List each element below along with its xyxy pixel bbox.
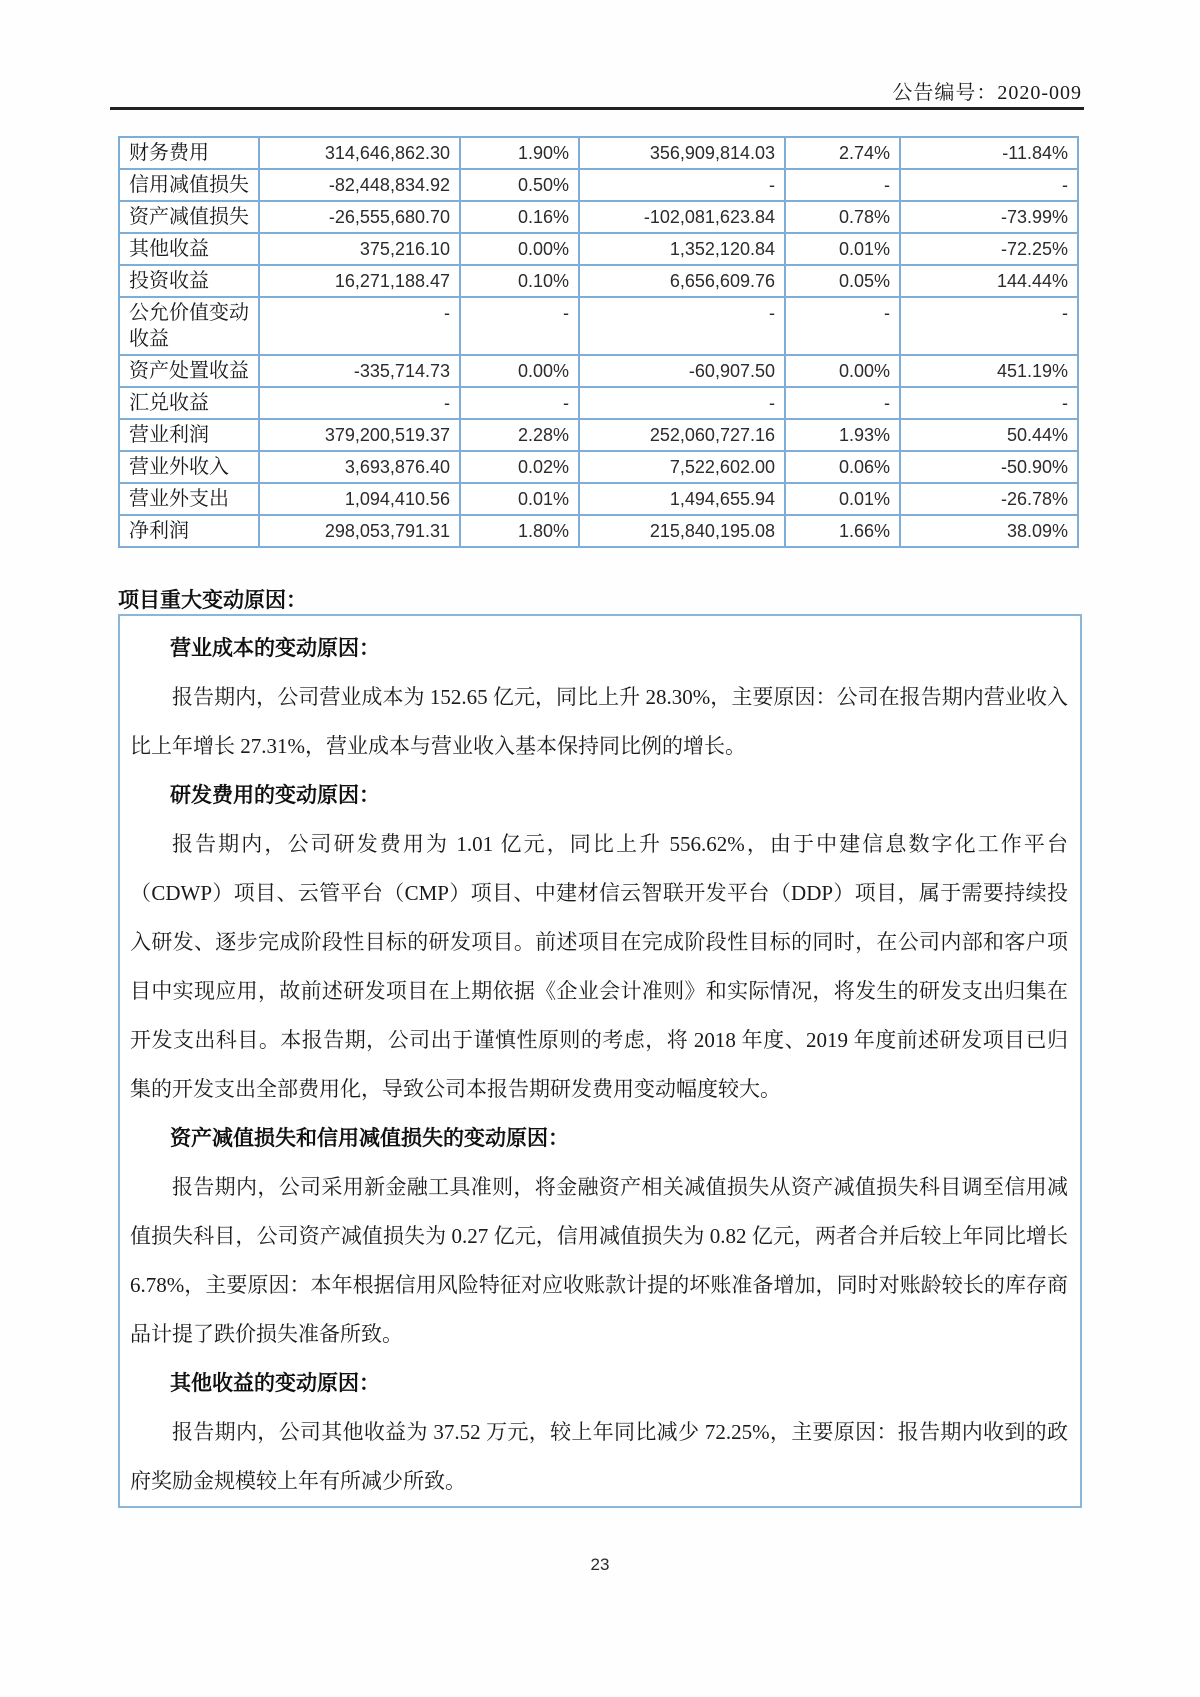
table-row [119, 201, 1078, 233]
cell-pct-prior: 2.74% [785, 137, 900, 169]
cell-amount-current: 1,094,410.56 [259, 483, 460, 515]
cell-change-pct: - [900, 387, 1078, 419]
section-body-rd-expense: 报告期内，公司研发费用为 1.01 亿元，同比上升 556.62%，由于中建信息数字化工作平台（CDWP）项目、云管平台（CMP）项目、中建材信云智联开发平台（DDP）项目，属于需要持续投入研发、逐步完成阶段性目标的研发项目。前述项目在完成阶段性目标的同时，在公司内部和客户项目中实现应用，故前述研发项目在上期依据《企业会计准则》和实际情况，将发生的研发支出归集在开发支出科目。本报告期，公司出于谨慎性原则的考虑，将 2018 年度、2019 年度前述研发项目已归集的开发支出全部费用化，导致公司本报告期研发费用变动幅度较大。 [130, 832, 1068, 1101]
cell-pct-current: 0.10% [460, 265, 579, 297]
cell-pct-current: 0.50% [460, 169, 579, 201]
section-heading-operating-cost: 营业成本的变动原因： [170, 636, 380, 660]
cell-amount-prior: 7,522,602.00 [579, 451, 785, 483]
table-row [119, 483, 1078, 515]
cell-change-pct: - [900, 297, 1078, 355]
cell-change-pct: -50.90% [900, 451, 1078, 483]
cell-change-pct: -72.25% [900, 233, 1078, 265]
cell-change-pct: 50.44% [900, 419, 1078, 451]
cell-label: 资产处置收益 [119, 355, 259, 387]
cell-pct-current: 1.90% [460, 137, 579, 169]
table-row [119, 451, 1078, 483]
table-row [119, 169, 1078, 201]
cell-pct-current: 1.80% [460, 515, 579, 547]
section-body-other-income: 报告期内，公司其他收益为 37.52 万元，较上年同比减少 72.25%，主要原因：报告期内收到的政府奖励金规模较上年有所减少所致。 [130, 1420, 1068, 1493]
cell-pct-current: 0.00% [460, 355, 579, 387]
cell-pct-prior: 0.00% [785, 355, 900, 387]
cell-amount-prior: -102,081,623.84 [579, 201, 785, 233]
cell-amount-current: 375,216.10 [259, 233, 460, 265]
cell-change-pct: - [900, 169, 1078, 201]
section-heading-other-income: 其他收益的变动原因： [170, 1371, 380, 1395]
cell-amount-current: -82,448,834.92 [259, 169, 460, 201]
cell-pct-current: 0.02% [460, 451, 579, 483]
cell-amount-current: 3,693,876.40 [259, 451, 460, 483]
cell-amount-prior: 356,909,814.03 [579, 137, 785, 169]
section-body-impairment: 报告期内，公司采用新金融工具准则，将金融资产相关减值损失从资产减值损失科目调至信用减值损失科目，公司资产减值损失为 0.27 亿元，信用减值损失为 0.82 亿元，两者合并后较上年同比增长 6.78%，主要原因：本年根据信用风险特征对应收账款计提的坏账准备增加，同时对账龄较长的库存商品计提了跌价损失准备所致。 [130, 1175, 1068, 1346]
cell-amount-prior: 1,494,655.94 [579, 483, 785, 515]
cell-pct-prior: 0.01% [785, 233, 900, 265]
section-body-operating-cost: 报告期内，公司营业成本为 152.65 亿元，同比上升 28.30%，主要原因：公司在报告期内营业收入比上年增长 27.31%，营业成本与营业收入基本保持同比例的增长。 [130, 685, 1068, 758]
section-heading-impairment: 资产减值损失和信用减值损失的变动原因： [170, 1126, 569, 1150]
cell-pct-prior: - [785, 297, 900, 355]
table-row [119, 419, 1078, 451]
cell-change-pct: 451.19% [900, 355, 1078, 387]
financial-table [118, 136, 1079, 548]
cell-pct-current: 0.01% [460, 483, 579, 515]
header-rule [110, 107, 1084, 110]
cell-label: 公允价值变动收益 [119, 297, 259, 355]
cell-change-pct: -73.99% [900, 201, 1078, 233]
section-heading-rd-expense: 研发费用的变动原因： [170, 783, 380, 807]
cell-label: 投资收益 [119, 265, 259, 297]
cell-amount-current: 298,053,791.31 [259, 515, 460, 547]
cell-amount-prior: 1,352,120.84 [579, 233, 785, 265]
cell-amount-prior: -60,907.50 [579, 355, 785, 387]
cell-amount-current: -26,555,680.70 [259, 201, 460, 233]
reasons-box [118, 614, 1082, 1508]
table-row [119, 297, 1078, 355]
cell-amount-current: 379,200,519.37 [259, 419, 460, 451]
cell-pct-current: 2.28% [460, 419, 579, 451]
cell-amount-current: - [259, 387, 460, 419]
cell-amount-current: - [259, 297, 460, 355]
reasons-title: 项目重大变动原因： [118, 588, 307, 612]
cell-label: 汇兑收益 [119, 387, 259, 419]
table-row [119, 265, 1078, 297]
cell-pct-prior: 1.93% [785, 419, 900, 451]
cell-pct-current: 0.00% [460, 233, 579, 265]
cell-label: 营业外收入 [119, 451, 259, 483]
cell-pct-current: - [460, 387, 579, 419]
cell-pct-current: - [460, 297, 579, 355]
table-row [119, 515, 1078, 547]
cell-change-pct: -26.78% [900, 483, 1078, 515]
cell-pct-prior: - [785, 169, 900, 201]
cell-label: 财务费用 [119, 137, 259, 169]
table-row [119, 233, 1078, 265]
cell-pct-prior: 0.05% [785, 265, 900, 297]
cell-pct-prior: 0.01% [785, 483, 900, 515]
table-row [119, 355, 1078, 387]
cell-pct-prior: 0.78% [785, 201, 900, 233]
cell-amount-current: 314,646,862.30 [259, 137, 460, 169]
cell-pct-prior: 1.66% [785, 515, 900, 547]
cell-amount-current: -335,714.73 [259, 355, 460, 387]
doc-number: 公告编号：2020-009 [892, 82, 1082, 104]
page-number: 23 [590, 1555, 610, 1574]
cell-label: 营业利润 [119, 419, 259, 451]
cell-amount-current: 16,271,188.47 [259, 265, 460, 297]
cell-label: 信用减值损失 [119, 169, 259, 201]
cell-amount-prior: - [579, 169, 785, 201]
cell-amount-prior: 6,656,609.76 [579, 265, 785, 297]
cell-amount-prior: - [579, 387, 785, 419]
cell-pct-current: 0.16% [460, 201, 579, 233]
cell-label: 其他收益 [119, 233, 259, 265]
cell-label: 资产减值损失 [119, 201, 259, 233]
cell-label: 营业外支出 [119, 483, 259, 515]
cell-change-pct: 38.09% [900, 515, 1078, 547]
cell-change-pct: -11.84% [900, 137, 1078, 169]
table-row [119, 137, 1078, 169]
cell-change-pct: 144.44% [900, 265, 1078, 297]
financial-table-body [119, 137, 1078, 547]
cell-pct-prior: - [785, 387, 900, 419]
cell-amount-prior: 215,840,195.08 [579, 515, 785, 547]
cell-pct-prior: 0.06% [785, 451, 900, 483]
cell-amount-prior: - [579, 297, 785, 355]
cell-amount-prior: 252,060,727.16 [579, 419, 785, 451]
table-row [119, 387, 1078, 419]
cell-label: 净利润 [119, 515, 259, 547]
